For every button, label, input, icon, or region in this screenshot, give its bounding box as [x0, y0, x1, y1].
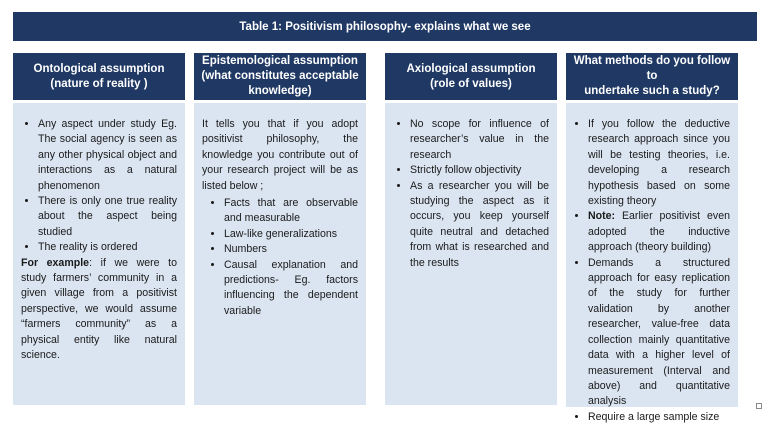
header-subline: (role of values)	[430, 77, 512, 90]
column-ontological	[13, 53, 185, 405]
column-header	[566, 53, 738, 100]
bullet-list	[21, 117, 177, 256]
list-item: • Law-like generalizations	[224, 227, 358, 242]
note-label: Note:	[588, 210, 616, 223]
column-epistemological	[194, 53, 366, 405]
example-paragraph	[21, 256, 177, 364]
list-item: • Facts that are observable and measurable	[224, 196, 358, 227]
example-text: : if we were to study farmers’ community in a given village from a positivist perspective, we would assume “farmers community” as a physical entity like natural science.	[21, 256, 177, 362]
list-item: • Demands a structured approach for easy replication of the study for further validation by another researcher, value-free data collection mainly quantitative data with a higher level of measurement (Interval and above) and quantitative analysis	[588, 256, 730, 410]
table-title: Table 1: Positivism philosophy- explains what we see	[13, 12, 757, 41]
column-body	[566, 103, 738, 423]
column-header	[13, 53, 185, 100]
list-item: • No scope for influence of researcher’s value in the research	[410, 117, 549, 163]
resize-handle[interactable]	[756, 403, 762, 409]
column-methods	[566, 53, 738, 423]
list-item: • Numbers	[224, 242, 358, 257]
bullet-list	[202, 196, 358, 319]
intro-paragraph: It tells you that if you adopt positivist philosophy, the knowledge you contribute out of your research project will be as listed below ;	[202, 118, 358, 192]
list-item: • If you follow the deductive research approach since you will be testing theories, i.e. developing a research hypothesis based on some existing theory	[588, 117, 730, 209]
header-line: Ontological assumption	[33, 62, 165, 75]
column-header	[194, 53, 366, 100]
column-axiological	[385, 53, 557, 405]
bullet-list	[393, 117, 549, 271]
header-line: Axiological assumption	[406, 62, 536, 75]
list-item: • There is only one true reality about the aspect being studied	[38, 194, 177, 240]
list-item	[588, 209, 730, 255]
header-subline: (what constitutes acceptable knowledge)	[201, 70, 359, 97]
list-item: • As a researcher you will be studying the aspect as it occurs, you keep yourself quite neutral and detached from what is researched and the results	[410, 179, 549, 271]
list-item: • The reality is ordered	[38, 240, 177, 255]
column-header	[385, 53, 557, 100]
example-label: For example	[21, 256, 90, 269]
bullet-list	[574, 117, 730, 425]
column-body	[385, 103, 557, 405]
list-item: • Strictly follow objectivity	[410, 163, 549, 178]
list-item: • Any aspect under study Eg. The social agency is seen as any other physical object and interactions as a natural phenomenon	[38, 117, 177, 194]
column-body	[194, 103, 366, 405]
header-line: Epistemological assumption	[202, 55, 358, 67]
note-text: Earlier positivist even adopted the inductive approach (theory building)	[588, 210, 730, 254]
list-item: • Require a large sample size	[588, 410, 730, 425]
list-item: • Causal explanation and predictions- Eg. factors influencing the dependent variable	[224, 258, 358, 320]
column-body	[13, 103, 185, 405]
header-subline: undertake such a study?	[584, 85, 720, 97]
header-subline: (nature of reality )	[50, 77, 148, 90]
header-line: What methods do you follow to	[573, 55, 731, 82]
